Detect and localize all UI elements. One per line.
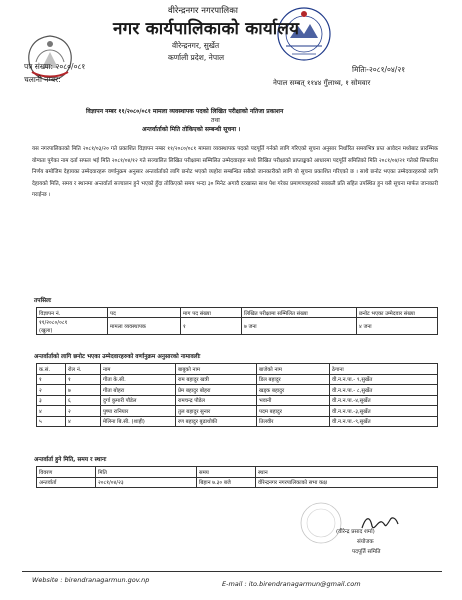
table-cell: पुष्पा रानियार xyxy=(101,406,176,417)
table-cell: २ xyxy=(66,406,101,417)
table-row xyxy=(37,416,438,427)
table-cell: वी.न.न.पा.-४,सुर्खेत xyxy=(330,395,438,406)
subject-line-1: विज्ञापन नम्बर ११/२०८०/०८१ मामला व्यवस्थापक पदको लिखित परीक्षाको नतिजा प्रकाशन xyxy=(86,108,284,115)
municipality-name: वीरेन्द्रनगर नगरपालिका xyxy=(168,6,238,16)
table-cell: खड्क बहादुर xyxy=(257,385,330,396)
table-cell: राम बहादुर खत्री xyxy=(176,374,257,385)
signatory-name: (वीरेन्द्र प्रसाद शर्मा) xyxy=(336,529,375,535)
candidate-table xyxy=(36,363,438,427)
table-header-cell: समय xyxy=(197,467,256,478)
table-cell: अन्तर्वार्ता xyxy=(37,477,96,488)
table-row xyxy=(37,406,438,417)
letter-date: मितिः-२०८१/०४/२१ xyxy=(352,65,406,74)
schedule-table xyxy=(36,466,438,488)
table-cell: वी.न.न.पा.-९,सुर्खेत xyxy=(330,416,438,427)
table-cell xyxy=(37,318,108,335)
table-cell: मेलिना बि.सी. (शाही) xyxy=(101,416,176,427)
table-cell: ५ xyxy=(37,416,66,427)
vacancy-note: (खुला) xyxy=(39,328,53,334)
table-cell: २ xyxy=(37,385,66,396)
table-cell: तिलवीर xyxy=(257,416,330,427)
table-header-cell: मिति xyxy=(96,467,197,478)
vacancy-number: ११/२०८०/०८१ xyxy=(39,320,68,326)
office-stamp xyxy=(298,500,344,546)
table-header-cell: पद xyxy=(108,308,181,318)
table-cell: २०८१/०४/२३ xyxy=(96,477,197,488)
table-header-row xyxy=(37,308,438,318)
table-header-cell: क.सं. xyxy=(37,364,66,375)
subject-line-3: अन्तर्वार्ताको मिति तोकिएको सम्बन्धी सूचना । xyxy=(142,126,241,133)
table-cell: बिहान ७.३० बजे xyxy=(197,477,256,488)
dispatch-number: चलानी नम्बर: xyxy=(24,75,61,84)
table-row xyxy=(37,374,438,385)
table-cell: ६ xyxy=(66,395,101,406)
table-cell: १ xyxy=(37,374,66,385)
table-cell: प्रेम बहादुर बोहरा xyxy=(176,385,257,396)
candidate-list-heading: अन्तर्वार्ताको लागि छनोट भएका उम्मेदवारहरुको वर्णानुक्रम अनुसारको नामावलीः xyxy=(34,354,201,360)
subject-line-2: तथा xyxy=(211,117,220,124)
table-header-row xyxy=(37,364,438,375)
footer-email: E-mail : ito.birendranagarmun@gmail.com xyxy=(222,580,361,588)
table-header-cell: लिखित परीक्षामा सम्मिलित संख्या xyxy=(242,308,357,318)
table-cell: वी.न.न.पा.- ९,सुर्खेत xyxy=(330,374,438,385)
table-cell: वीरेन्द्रनगर नगरपालिकाको सभा कक्ष xyxy=(256,477,438,488)
footer-divider xyxy=(22,571,442,572)
table-header-row xyxy=(37,467,438,478)
table-cell: १ xyxy=(66,374,101,385)
office-province: कर्णाली प्रदेश, नेपाल xyxy=(168,53,225,62)
table-cell: वी.न.न.पा.- ८,सुर्खेत xyxy=(330,385,438,396)
table-cell: ७ जना xyxy=(242,318,357,335)
reference-number: पत्र संख्या: २०८०/०८१ xyxy=(24,62,86,71)
table-cell: ७ xyxy=(66,385,101,396)
table-cell: १ xyxy=(181,318,242,335)
table-row xyxy=(37,477,438,488)
table-cell: मामला व्यवस्थापक xyxy=(108,318,181,335)
table-cell: रामचन्द्र पौडेल xyxy=(176,395,257,406)
table-cell: ४ xyxy=(66,416,101,427)
nepal-sambat-date: नेपाल सम्बत् ११४४ गुँलाथ्व, १ सोमवार xyxy=(273,79,371,87)
table-header-cell: रोल नं. xyxy=(66,364,101,375)
details-heading: तपसिलः xyxy=(34,298,52,304)
table-row xyxy=(37,385,438,396)
table-header-cell: स्थान xyxy=(256,467,438,478)
table-cell: गीता बोहरा xyxy=(101,385,176,396)
notice-body: यस नगरपालिकाको मिति २०८१/०३/२० गते प्रकाशित विज्ञापन नम्बर ११/२०८०/०८१ मामला व्यवस्थापक पदको पदपूर्ति गर्नको लागि गरिएको सूचना अनुसार निर्धारित समयभित्र प्रप्त आवेदन मध्येबाट प्रारम्भिक योग्यता पुगेका नाम दर्ता सफल भई मिति २०८१/०४/१२ गते सञ्चालित लिखित परीक्षामा सम्मिलित उम्मेदवारहरु मध्ये लिखित परीक्षाको प्राप्ताङ्कको आधारमा पदपूर्ति समितिको मिति २०८१/०४/२१ गतेको सिफारिस निर्णय बमोजिम देहायका उम्मेदवारहरू वर्णानुक्रम अनुसार अन्तर्वार्ताको लागि छनोट भएको व्यहोरा सम्बन्धित सबैको जानकारीको लागि यो सूचना प्रकाशित गरिएको छ । साथै छनोट भएका उम्मेदवारहरुको लागि देहायको मिति, समय र स्थानमा अन्तर्वार्ता सञ्चालन हुने भएको हुँदा तोकिएको समय भन्दा ३० मिनेट अगावै दरखास्त साथ पेश गरेका प्रमाणपत्रहरुको सक्कलै प्रति सहित उपस्थित हुन यसै सूचना मार्फत जानकारी गराईन्छ । xyxy=(32,146,438,198)
signatory-role: संयोजक xyxy=(357,539,374,545)
table-header-cell: नाम xyxy=(101,364,176,375)
table-cell: ४ xyxy=(37,406,66,417)
signatory-committee: पदपूर्ति समिति xyxy=(352,549,381,555)
table-cell: तुल बहादुर सुनार xyxy=(176,406,257,417)
table-cell: डिल बहादुर xyxy=(257,374,330,385)
schedule-heading: अन्तर्वार्ता हुने मिति, समय र स्थानः xyxy=(34,457,107,463)
table-header-cell: बाजेको नाम xyxy=(257,364,330,375)
table-row xyxy=(37,395,438,406)
footer-website: Website : birendranagarmun.gov.np xyxy=(32,576,150,584)
table-header-cell: छनोट भएका उम्मेदवार संख्या xyxy=(357,308,438,318)
office-title: नगर कार्यपालिकाको कार्यालय xyxy=(113,19,300,39)
table-cell: रण बहादुर बुढाथोकी xyxy=(176,416,257,427)
table-cell: ३ xyxy=(37,395,66,406)
table-cell: भवानी xyxy=(257,395,330,406)
office-address: वीरेन्द्रनगर, सुर्खेत xyxy=(172,41,220,50)
table-header-cell: माग पद संख्या xyxy=(181,308,242,318)
table-header-cell: बाबुको नाम xyxy=(176,364,257,375)
table-cell: पदम बहादुर xyxy=(257,406,330,417)
table-header-cell: विवरण xyxy=(37,467,96,478)
table-cell: वी.न.न.पा.-३,सुर्खेत xyxy=(330,406,438,417)
table-cell: ४ जना xyxy=(357,318,438,335)
table-header-cell: ठेगाना xyxy=(330,364,438,375)
vacancy-table xyxy=(36,307,438,335)
table-row xyxy=(37,318,438,335)
table-cell: दुर्गा कुमारी पौडेल xyxy=(101,395,176,406)
table-header-cell: विज्ञापन नं. xyxy=(37,308,108,318)
table-cell: गीता के.सी. xyxy=(101,374,176,385)
